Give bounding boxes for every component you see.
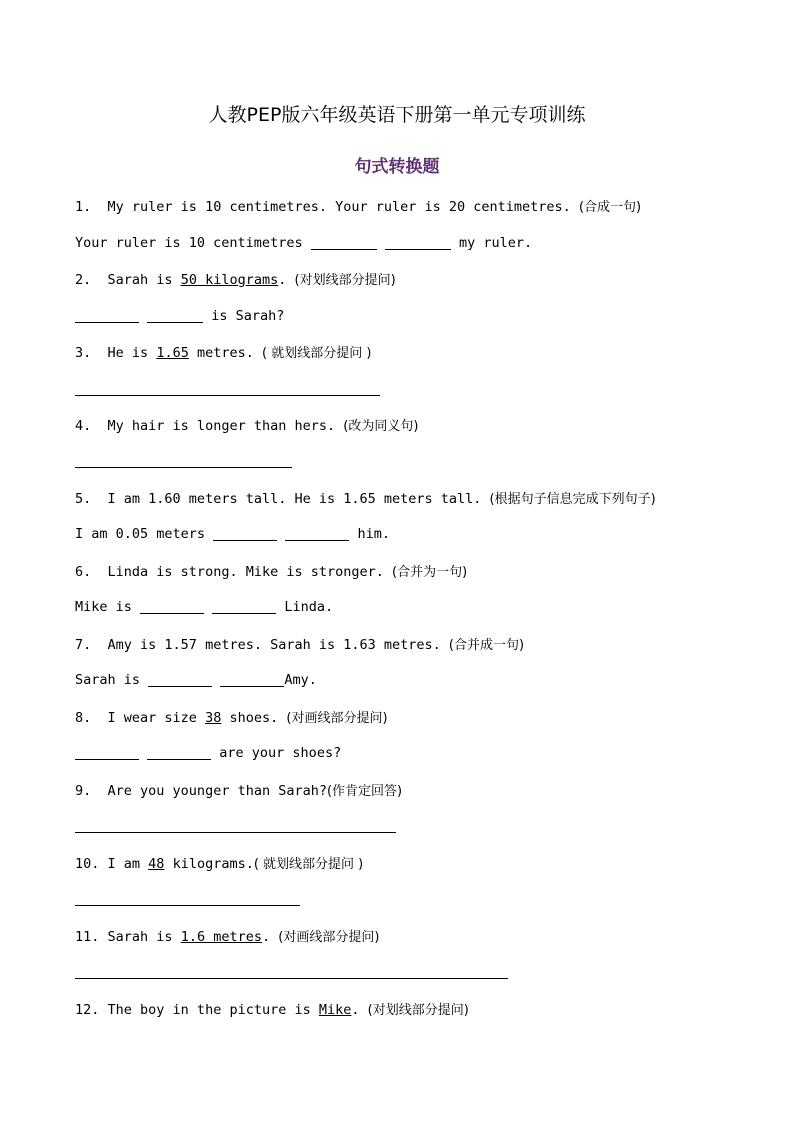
answer-5 [75, 526, 390, 542]
question-number: 3. [75, 345, 92, 361]
answer-suffix: him. [357, 526, 390, 542]
question-text: I am [107, 856, 149, 872]
question-text: My ruler is 10 centimetres. Your ruler is 20 centimetres. [107, 199, 571, 215]
answer-blank[interactable] [75, 745, 139, 760]
section-title: 句式转换题 [354, 157, 440, 177]
question-number: 9. [75, 783, 92, 799]
answer-1 [75, 235, 532, 251]
instruction: (根据句子信息完成下列句子) [489, 492, 656, 507]
question-text: I am 1.60 meters tall. He is 1.65 meters tall. [107, 491, 482, 507]
instruction: (作肯定回答) [326, 784, 403, 799]
answer-2 [75, 308, 284, 324]
answer-blank[interactable] [147, 745, 211, 760]
answer-line-3[interactable] [75, 395, 380, 396]
answer-suffix: is Sarah? [211, 308, 285, 324]
question-text: metres. [188, 345, 254, 361]
underlined-part: 38 [205, 710, 222, 726]
instruction: (对划线部分提问) [294, 273, 396, 288]
answer-blank[interactable] [147, 308, 203, 323]
answer-suffix: Linda. [284, 599, 334, 615]
question-text: He is [107, 345, 157, 361]
answer-prefix: Your ruler is 10 centimetres [75, 235, 303, 251]
question-text: Sarah is [107, 929, 181, 945]
answer-blank[interactable] [385, 235, 451, 250]
instruction: ( 就划线部分提问 ) [253, 857, 364, 872]
question-number: 8. [75, 710, 92, 726]
question-number: 12. [75, 1002, 100, 1018]
instruction: (合并成一句) [448, 638, 525, 653]
answer-line-9[interactable] [75, 832, 396, 833]
question-text: shoes. [221, 710, 279, 726]
question-number: 2. [75, 272, 92, 288]
answer-suffix: my ruler. [459, 235, 533, 251]
question-number: 11. [75, 929, 100, 945]
question-5 [75, 488, 656, 507]
instruction: (合成一句) [578, 200, 642, 215]
question-4 [75, 415, 418, 434]
answer-8 [75, 745, 341, 761]
answer-6 [75, 599, 333, 615]
question-text: Sarah is [107, 272, 181, 288]
underlined-part: 48 [148, 856, 165, 872]
question-text: The boy in the picture is [107, 1002, 319, 1018]
answer-blank[interactable] [213, 526, 277, 541]
question-number: 6. [75, 564, 92, 580]
underlined-part: Mike [318, 1002, 352, 1018]
question-11 [75, 926, 379, 945]
question-10 [75, 853, 363, 872]
answer-suffix: Amy. [284, 672, 317, 688]
question-7 [75, 634, 524, 653]
question-9 [75, 780, 402, 799]
question-text: Are you younger than Sarah? [107, 783, 327, 799]
question-number: 1. [75, 199, 92, 215]
question-12 [75, 999, 469, 1018]
underlined-part: 50 kilograms [180, 272, 279, 288]
question-text: . [351, 1002, 360, 1018]
question-number: 7. [75, 637, 92, 653]
question-text: . [261, 929, 271, 945]
answer-blank[interactable] [140, 599, 204, 614]
question-text: Amy is 1.57 metres. Sarah is 1.63 metres. [107, 637, 441, 653]
question-text: My hair is longer than hers. [107, 418, 336, 434]
question-number: 4. [75, 418, 92, 434]
answer-prefix: I am 0.05 meters [75, 526, 206, 542]
answer-blank[interactable] [212, 599, 276, 614]
page-title: 人教PEP版六年级英语下册第一单元专项训练 [208, 104, 586, 126]
answer-line-4[interactable] [75, 467, 292, 468]
instruction: (对划线部分提问) [367, 1003, 469, 1018]
instruction: (对画线部分提问) [286, 711, 388, 726]
answer-line-10[interactable] [75, 905, 300, 906]
answer-blank[interactable] [220, 672, 284, 687]
answer-blank[interactable] [311, 235, 377, 250]
instruction: (对画线部分提问) [278, 930, 380, 945]
question-number: 5. [75, 491, 92, 507]
answer-line-11[interactable] [75, 978, 508, 979]
instruction: (合并为一句) [392, 565, 468, 580]
underlined-part: 1.65 [156, 345, 189, 361]
question-8 [75, 707, 388, 726]
question-text: Linda is strong. Mike is stronger. [107, 564, 384, 580]
question-2 [75, 269, 396, 288]
answer-prefix: Sarah is [75, 672, 141, 688]
underlined-part: 1.6 metres [180, 929, 262, 945]
question-text: I wear size [107, 710, 206, 726]
answer-blank[interactable] [285, 526, 349, 541]
question-6 [75, 561, 467, 580]
instruction: ( 就划线部分提问 ) [262, 346, 372, 361]
answer-suffix: are your shoes? [219, 745, 342, 761]
answer-prefix: Mike is [75, 599, 132, 615]
question-text: . [278, 272, 287, 288]
question-number: 10. [75, 856, 100, 872]
question-1 [75, 196, 641, 215]
question-3 [75, 342, 371, 361]
question-text: kilograms. [164, 856, 254, 872]
answer-7 [75, 672, 317, 688]
answer-blank[interactable] [75, 308, 139, 323]
answer-blank[interactable] [148, 672, 212, 687]
instruction: (改为同义句) [343, 419, 419, 434]
